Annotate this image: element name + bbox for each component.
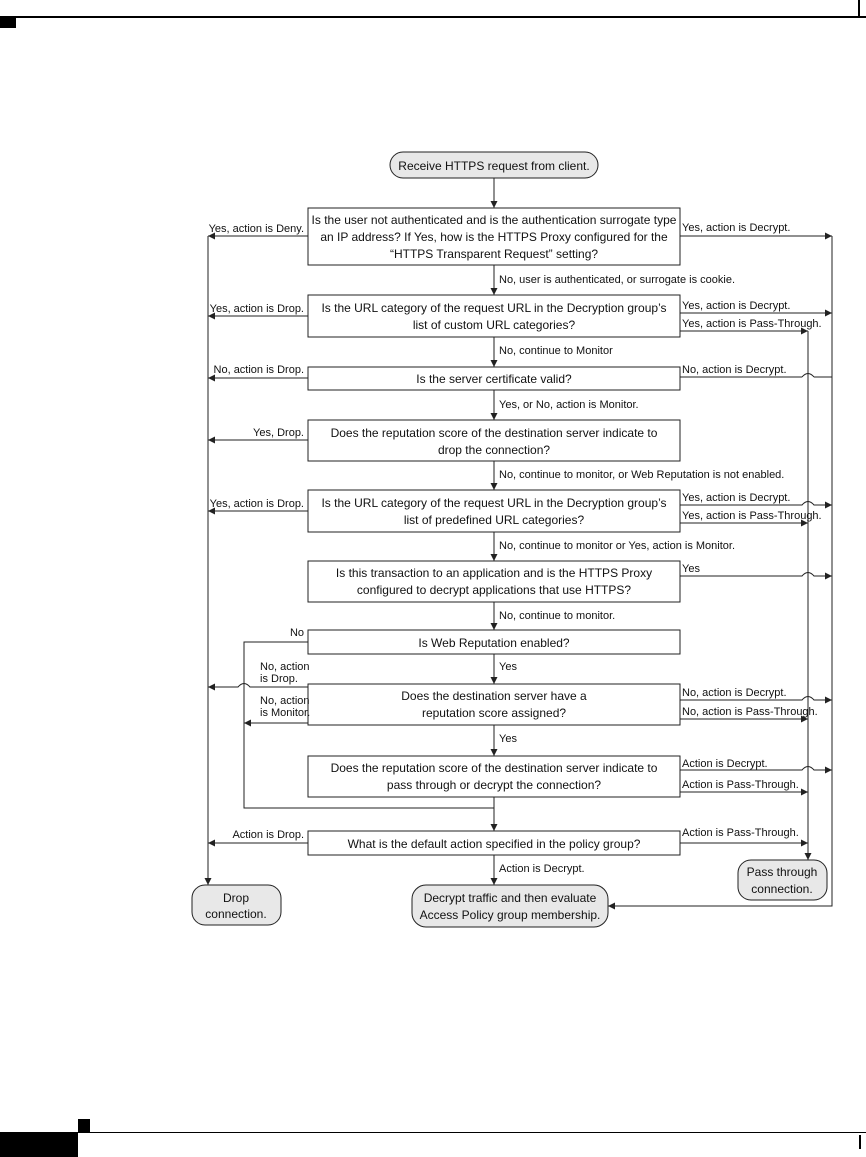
decision-box-9	[308, 756, 680, 797]
edge-label: No, continue to Monitor	[499, 345, 613, 357]
decision-text: list of predefined URL categories?	[403, 513, 585, 527]
edge-label: is Drop.	[260, 673, 298, 685]
edge-label: Yes, action is Decrypt.	[682, 300, 791, 312]
terminator-text: connection.	[751, 882, 813, 896]
decision-text: What is the default action specified in the policy group?	[347, 837, 641, 851]
edge-label: Yes, action is Decrypt.	[682, 492, 791, 504]
terminator-text: connection.	[205, 907, 267, 921]
edge-label: Yes, action is Decrypt.	[682, 222, 791, 234]
edge-label: No, action is Decrypt.	[682, 364, 787, 376]
decision-text: reputation score assigned?	[421, 706, 567, 720]
terminator-text: Drop	[222, 891, 250, 905]
terminator-text: Access Policy group membership.	[419, 908, 601, 922]
decision-box-4	[308, 420, 680, 461]
decision-text: Is the URL category of the request URL in the Decryption group’s	[321, 301, 667, 315]
decision-text: Is the URL category of the request URL in the Decryption group’s	[321, 496, 667, 510]
start-terminator	[390, 152, 598, 178]
decision-box-6	[308, 561, 680, 602]
decision-text: pass through or decrypt the connection?	[386, 778, 602, 792]
decision-text: Is the server certificate valid?	[416, 372, 572, 386]
edge-label: No, continue to monitor, or Web Reputation is not enabled.	[499, 469, 785, 481]
decision-box-5	[308, 490, 680, 532]
decision-box-2	[308, 295, 680, 337]
terminator-text: Pass through	[746, 865, 818, 879]
edge-label: Action is Pass-Through.	[682, 827, 799, 839]
pass-through-terminator	[738, 860, 827, 900]
decision-text: drop the connection?	[437, 443, 551, 457]
decision-box-7	[308, 630, 680, 654]
decision-text: Is this transaction to an application and is the HTTPS Proxy	[335, 566, 653, 580]
decision-text: configured to decrypt applications that use HTTPS?	[356, 583, 632, 597]
decision-text: “HTTPS Transparent Request” setting?	[389, 247, 599, 261]
decision-text: list of custom URL categories?	[412, 318, 576, 332]
edge-label: Yes, action is Pass-Through.	[682, 318, 822, 330]
edge-label: No, continue to monitor or Yes, action is Monitor.	[499, 540, 736, 552]
edge-label: Yes, action is Deny.	[208, 223, 304, 235]
edge-label: No	[289, 627, 304, 639]
edge-label: No, action is Pass-Through.	[682, 706, 818, 718]
edge-label: No, action is Decrypt.	[682, 687, 787, 699]
decision-text: Does the destination server have a	[401, 689, 587, 703]
decision-text: Is the user not authenticated and is the authentication surrogate type	[311, 213, 677, 227]
decrypt-traffic-terminator	[412, 885, 608, 927]
edge-label: Action is Decrypt.	[499, 863, 585, 875]
edge-label: Action is Drop.	[232, 829, 304, 841]
edge-label: Yes, or No, action is Monitor.	[499, 399, 639, 411]
edge-label: Action is Decrypt.	[682, 758, 768, 770]
decrypt-branch	[680, 573, 832, 577]
decision-text: an IP address? If Yes, how is the HTTPS Proxy configured for the	[320, 230, 668, 244]
edge-label: No, user is authenticated, or surrogate is cookie.	[499, 274, 736, 286]
start-label: Receive HTTPS request from client.	[398, 159, 590, 173]
terminator-text: Decrypt traffic and then evaluate	[423, 891, 597, 905]
edge-label: Yes	[499, 733, 517, 745]
decision-box-10	[308, 831, 680, 855]
edge-label: No, continue to monitor.	[499, 610, 616, 622]
decision-text: Is Web Reputation enabled?	[418, 636, 570, 650]
decision-text: Does the reputation score of the destination server indicate to	[330, 761, 658, 775]
decision-text: Does the reputation score of the destination server indicate to	[330, 426, 658, 440]
decision-box-8	[308, 684, 680, 725]
edge-label: Action is Pass-Through.	[682, 779, 799, 791]
drop-connection-terminator	[192, 885, 281, 925]
edge-label: Yes, action is Drop.	[209, 498, 304, 510]
edge-label: is Monitor.	[260, 707, 311, 719]
edge-label: No, action	[260, 661, 310, 673]
edge-label: Yes	[682, 563, 700, 575]
decision-box-3	[308, 367, 680, 390]
edge-label: No, action	[260, 695, 310, 707]
edge-label: Yes	[499, 661, 517, 673]
edge-label: No, action is Drop.	[213, 364, 304, 376]
edge-label: Yes, Drop.	[253, 427, 304, 439]
edge-label: Yes, action is Pass-Through.	[682, 510, 822, 522]
edge-label: Yes, action is Drop.	[209, 303, 304, 315]
decision-box-1	[308, 208, 680, 265]
